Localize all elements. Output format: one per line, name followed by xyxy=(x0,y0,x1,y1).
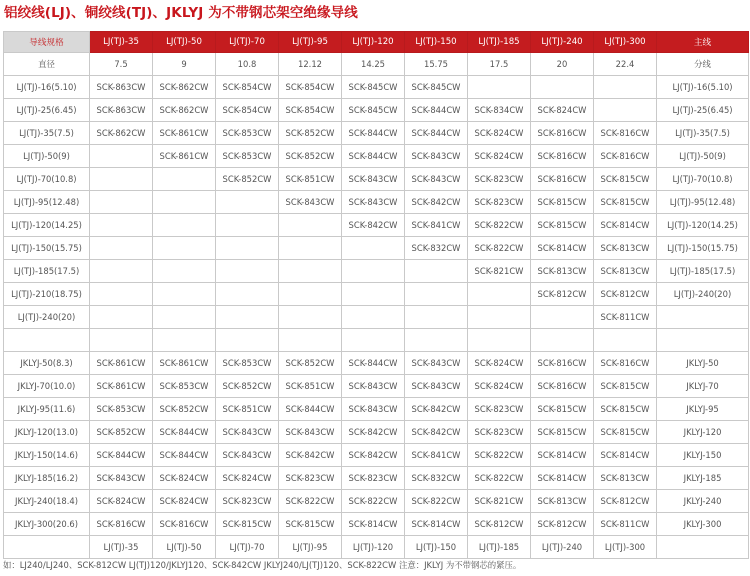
table-cell: SCK-854CW xyxy=(216,76,279,99)
table-cell: SCK-815CW xyxy=(594,398,657,421)
connector-selection-table xyxy=(3,31,749,559)
table-cell: SCK-816CW xyxy=(594,122,657,145)
table-cell: SCK-816CW xyxy=(531,375,594,398)
row-end-label-cell: LJ(TJ)-25(6.45) xyxy=(657,99,749,122)
table-cell: SCK-816CW xyxy=(153,513,216,536)
table-cell: SCK-843CW xyxy=(216,421,279,444)
table-cell: SCK-844CW xyxy=(279,398,342,421)
table-cell: SCK-824CW xyxy=(468,352,531,375)
table-cell: SCK-823CW xyxy=(342,467,405,490)
table-cell: SCK-813CW xyxy=(594,237,657,260)
table-cell xyxy=(279,260,342,283)
table-cell: SCK-841CW xyxy=(405,214,468,237)
table-cell xyxy=(216,283,279,306)
table-cell: SCK-844CW xyxy=(342,352,405,375)
header-cell: LJ(TJ)-300 xyxy=(594,32,657,53)
table-cell xyxy=(216,214,279,237)
row-end-label-cell: JKLYJ-50 xyxy=(657,352,749,375)
table-cell: SCK-822CW xyxy=(468,214,531,237)
table-cell: SCK-824CW xyxy=(468,145,531,168)
table-cell: 20 xyxy=(531,53,594,76)
table-cell: SCK-822CW xyxy=(468,444,531,467)
table-cell xyxy=(405,283,468,306)
table-cell: SCK-842CW xyxy=(405,191,468,214)
table-cell: SCK-816CW xyxy=(531,168,594,191)
table-cell: SCK-843CW xyxy=(342,375,405,398)
table-row xyxy=(4,53,749,76)
table-cell: SCK-812CW xyxy=(468,513,531,536)
table-cell xyxy=(342,329,405,352)
row-end-label-cell: LJ(TJ)-35(7.5) xyxy=(657,122,749,145)
table-cell: SCK-844CW xyxy=(342,122,405,145)
table-cell xyxy=(153,260,216,283)
table-row xyxy=(4,375,749,398)
table-cell xyxy=(342,283,405,306)
table-cell: SCK-815CW xyxy=(594,421,657,444)
table-cell xyxy=(153,168,216,191)
table-cell: SCK-843CW xyxy=(405,352,468,375)
table-cell: SCK-843CW xyxy=(216,444,279,467)
table-cell: SCK-816CW xyxy=(594,145,657,168)
header-cell: LJ(TJ)-50 xyxy=(153,32,216,53)
table-cell xyxy=(90,168,153,191)
table-row xyxy=(4,329,749,352)
table-cell: SCK-815CW xyxy=(216,513,279,536)
table-cell: SCK-815CW xyxy=(594,375,657,398)
table-cell: SCK-842CW xyxy=(405,398,468,421)
header-cell: LJ(TJ)-120 xyxy=(342,32,405,53)
table-cell: SCK-842CW xyxy=(279,444,342,467)
row-end-label-cell: JKLYJ-150 xyxy=(657,444,749,467)
table-row xyxy=(4,122,749,145)
table-cell: SCK-844CW xyxy=(405,122,468,145)
row-end-label-cell xyxy=(657,536,749,559)
row-label-cell: LJ(TJ)-25(6.45) xyxy=(4,99,90,122)
table-cell: SCK-852CW xyxy=(153,398,216,421)
table-cell xyxy=(216,237,279,260)
table-cell xyxy=(90,283,153,306)
table-cell: SCK-852CW xyxy=(279,122,342,145)
table-cell xyxy=(216,306,279,329)
table-cell xyxy=(279,214,342,237)
table-cell: SCK-844CW xyxy=(153,444,216,467)
row-end-label-cell: JKLYJ-70 xyxy=(657,375,749,398)
row-label-cell: JKLYJ-185(16.2) xyxy=(4,467,90,490)
row-label-cell: LJ(TJ)-240(20) xyxy=(4,306,90,329)
table-cell: SCK-823CW xyxy=(216,490,279,513)
table-cell: 22.4 xyxy=(594,53,657,76)
table-cell: SCK-854CW xyxy=(216,99,279,122)
table-cell xyxy=(153,283,216,306)
table-cell xyxy=(468,76,531,99)
table-cell: SCK-854CW xyxy=(279,76,342,99)
header-row xyxy=(4,32,749,53)
table-cell: SCK-853CW xyxy=(216,352,279,375)
table-cell xyxy=(90,306,153,329)
table-cell xyxy=(342,306,405,329)
table-cell: SCK-842CW xyxy=(342,421,405,444)
table-cell xyxy=(216,191,279,214)
table-cell: SCK-824CW xyxy=(216,467,279,490)
table-cell: SCK-822CW xyxy=(342,490,405,513)
table-cell: LJ(TJ)-35 xyxy=(90,536,153,559)
table-cell: SCK-852CW xyxy=(279,145,342,168)
table-cell: 15.75 xyxy=(405,53,468,76)
table-cell: SCK-815CW xyxy=(594,191,657,214)
table-cell: SCK-811CW xyxy=(594,513,657,536)
table-cell: SCK-815CW xyxy=(531,191,594,214)
table-cell xyxy=(216,329,279,352)
row-label-cell: LJ(TJ)-16(5.10) xyxy=(4,76,90,99)
table-cell: SCK-861CW xyxy=(153,352,216,375)
row-end-label-cell: LJ(TJ)-95(12.48) xyxy=(657,191,749,214)
table-cell: SCK-813CW xyxy=(594,467,657,490)
table-cell: SCK-832CW xyxy=(405,467,468,490)
table-cell xyxy=(594,76,657,99)
table-cell: SCK-853CW xyxy=(216,145,279,168)
table-cell: SCK-824CW xyxy=(153,490,216,513)
table-cell: SCK-862CW xyxy=(153,76,216,99)
table-cell xyxy=(90,191,153,214)
row-label-cell: 直径 xyxy=(4,53,90,76)
table-cell xyxy=(531,76,594,99)
table-cell xyxy=(342,260,405,283)
header-cell: LJ(TJ)-240 xyxy=(531,32,594,53)
table-cell: SCK-815CW xyxy=(279,513,342,536)
table-cell: SCK-834CW xyxy=(468,99,531,122)
table-cell: SCK-841CW xyxy=(405,444,468,467)
table-cell: SCK-861CW xyxy=(153,122,216,145)
table-row xyxy=(4,513,749,536)
table-cell: SCK-842CW xyxy=(405,421,468,444)
table-cell: SCK-844CW xyxy=(90,444,153,467)
row-end-label-cell: LJ(TJ)-16(5.10) xyxy=(657,76,749,99)
table-cell: SCK-815CW xyxy=(531,398,594,421)
row-end-label-cell xyxy=(657,329,749,352)
table-cell: SCK-816CW xyxy=(531,145,594,168)
table-cell xyxy=(531,306,594,329)
table-cell: SCK-843CW xyxy=(405,375,468,398)
table-cell: SCK-823CW xyxy=(468,398,531,421)
table-cell: SCK-844CW xyxy=(405,99,468,122)
table-cell xyxy=(216,260,279,283)
table-cell: 14.25 xyxy=(342,53,405,76)
table-row xyxy=(4,191,749,214)
table-cell: SCK-824CW xyxy=(531,99,594,122)
row-end-label-cell: JKLYJ-185 xyxy=(657,467,749,490)
table-cell: SCK-845CW xyxy=(342,76,405,99)
table-cell: SCK-812CW xyxy=(531,283,594,306)
table-cell: SCK-844CW xyxy=(342,145,405,168)
row-label-cell: LJ(TJ)-35(7.5) xyxy=(4,122,90,145)
table-cell: SCK-852CW xyxy=(216,375,279,398)
header-corner-cell: 导线规格 xyxy=(4,32,90,53)
table-cell: LJ(TJ)-150 xyxy=(405,536,468,559)
table-cell: SCK-824CW xyxy=(153,467,216,490)
table-cell: SCK-824CW xyxy=(90,490,153,513)
table-cell: SCK-852CW xyxy=(90,421,153,444)
table-cell: LJ(TJ)-70 xyxy=(216,536,279,559)
table-cell: LJ(TJ)-185 xyxy=(468,536,531,559)
table-cell: SCK-852CW xyxy=(279,352,342,375)
row-end-label-cell: JKLYJ-95 xyxy=(657,398,749,421)
table-row xyxy=(4,490,749,513)
row-label-cell: LJ(TJ)-120(14.25) xyxy=(4,214,90,237)
table-cell: SCK-832CW xyxy=(405,237,468,260)
table-row xyxy=(4,214,749,237)
table-row xyxy=(4,168,749,191)
table-cell: SCK-812CW xyxy=(594,490,657,513)
table-row xyxy=(4,421,749,444)
table-cell: SCK-813CW xyxy=(531,490,594,513)
table-cell xyxy=(468,283,531,306)
table-cell xyxy=(405,306,468,329)
table-cell xyxy=(90,145,153,168)
table-cell: SCK-815CW xyxy=(594,168,657,191)
table-cell: LJ(TJ)-95 xyxy=(279,536,342,559)
row-label-cell: LJ(TJ)-50(9) xyxy=(4,145,90,168)
page-title: 铝绞线(LJ)、铜绞线(TJ)、JKLYJ 为不带钢芯架空绝缘导线 xyxy=(4,5,358,21)
row-label-cell: JKLYJ-70(10.0) xyxy=(4,375,90,398)
table-cell xyxy=(90,214,153,237)
table-cell xyxy=(153,329,216,352)
table-cell: SCK-843CW xyxy=(90,467,153,490)
table-cell: SCK-843CW xyxy=(342,398,405,421)
table-cell xyxy=(279,237,342,260)
table-cell: SCK-843CW xyxy=(279,421,342,444)
row-end-label-cell: LJ(TJ)-120(14.25) xyxy=(657,214,749,237)
row-label-cell: JKLYJ-240(18.4) xyxy=(4,490,90,513)
table-cell: SCK-815CW xyxy=(531,214,594,237)
table-cell: SCK-822CW xyxy=(279,490,342,513)
table-cell: SCK-814CW xyxy=(405,513,468,536)
table-row xyxy=(4,260,749,283)
header-cell: 主线 xyxy=(657,32,749,53)
table-cell: SCK-816CW xyxy=(531,122,594,145)
table-cell xyxy=(279,329,342,352)
table-cell: SCK-814CW xyxy=(594,214,657,237)
table-row xyxy=(4,145,749,168)
table-cell: SCK-861CW xyxy=(90,352,153,375)
table-cell: SCK-814CW xyxy=(531,444,594,467)
table-cell: LJ(TJ)-120 xyxy=(342,536,405,559)
table-cell: SCK-822CW xyxy=(468,467,531,490)
row-label-cell: JKLYJ-95(11.6) xyxy=(4,398,90,421)
table-row xyxy=(4,306,749,329)
table-row xyxy=(4,283,749,306)
row-end-label-cell: 分线 xyxy=(657,53,749,76)
header-cell: LJ(TJ)-35 xyxy=(90,32,153,53)
table-cell: SCK-822CW xyxy=(468,237,531,260)
table-cell: SCK-816CW xyxy=(531,352,594,375)
row-label-cell: LJ(TJ)-210(18.75) xyxy=(4,283,90,306)
table-cell xyxy=(279,283,342,306)
table-cell: SCK-842CW xyxy=(342,214,405,237)
table-row xyxy=(4,76,749,99)
table-cell: SCK-861CW xyxy=(153,145,216,168)
table-cell: SCK-862CW xyxy=(153,99,216,122)
row-label-cell: LJ(TJ)-185(17.5) xyxy=(4,260,90,283)
table-cell xyxy=(153,191,216,214)
table-row xyxy=(4,99,749,122)
table-cell: SCK-823CW xyxy=(279,467,342,490)
table-cell xyxy=(468,306,531,329)
table-cell: SCK-821CW xyxy=(468,490,531,513)
table-cell: SCK-845CW xyxy=(405,76,468,99)
table-cell xyxy=(594,329,657,352)
row-end-label-cell: LJ(TJ)-150(15.75) xyxy=(657,237,749,260)
row-label-cell xyxy=(4,329,90,352)
row-label-cell xyxy=(4,536,90,559)
table-row xyxy=(4,237,749,260)
table-cell: SCK-812CW xyxy=(594,283,657,306)
row-end-label-cell: JKLYJ-240 xyxy=(657,490,749,513)
table-cell: SCK-844CW xyxy=(153,421,216,444)
table-cell xyxy=(531,329,594,352)
table-cell: SCK-854CW xyxy=(279,99,342,122)
table-cell: 9 xyxy=(153,53,216,76)
table-cell: SCK-816CW xyxy=(90,513,153,536)
row-label-cell: LJ(TJ)-95(12.48) xyxy=(4,191,90,214)
row-label-cell: JKLYJ-120(13.0) xyxy=(4,421,90,444)
row-label-cell: LJ(TJ)-150(15.75) xyxy=(4,237,90,260)
table-cell xyxy=(153,214,216,237)
table-cell: LJ(TJ)-240 xyxy=(531,536,594,559)
table-cell: SCK-823CW xyxy=(468,421,531,444)
table-cell: 7.5 xyxy=(90,53,153,76)
table-cell: LJ(TJ)-300 xyxy=(594,536,657,559)
table-cell: SCK-845CW xyxy=(342,99,405,122)
table-cell: SCK-852CW xyxy=(216,168,279,191)
table-cell xyxy=(405,329,468,352)
table-cell: SCK-823CW xyxy=(468,168,531,191)
table-cell: SCK-853CW xyxy=(90,398,153,421)
footnote: 如：LJ240/LJ240、SCK-812CW LJ(TJ)120/JKLYJ120、SCK-842CW JKLYJ240/LJ(TJ)120、SCK-822CW 注意：JKLYJ 为不带钢芯的紧压。 xyxy=(3,560,522,570)
table-cell xyxy=(153,306,216,329)
table-cell: SCK-843CW xyxy=(405,145,468,168)
table-row xyxy=(4,398,749,421)
row-label-cell: JKLYJ-150(14.6) xyxy=(4,444,90,467)
table-cell: 17.5 xyxy=(468,53,531,76)
table-cell xyxy=(594,99,657,122)
table-cell: SCK-851CW xyxy=(279,375,342,398)
table-cell xyxy=(279,306,342,329)
table-cell: SCK-843CW xyxy=(405,168,468,191)
table-cell: SCK-822CW xyxy=(405,490,468,513)
table-cell xyxy=(90,329,153,352)
table-cell: SCK-824CW xyxy=(468,122,531,145)
row-label-cell: JKLYJ-50(8.3) xyxy=(4,352,90,375)
table-cell: 12.12 xyxy=(279,53,342,76)
table-cell: SCK-821CW xyxy=(468,260,531,283)
row-end-label-cell xyxy=(657,306,749,329)
row-end-label-cell: JKLYJ-300 xyxy=(657,513,749,536)
header-cell: LJ(TJ)-70 xyxy=(216,32,279,53)
table-cell: LJ(TJ)-50 xyxy=(153,536,216,559)
row-end-label-cell: LJ(TJ)-50(9) xyxy=(657,145,749,168)
table-cell xyxy=(90,260,153,283)
table-cell xyxy=(90,237,153,260)
table-cell: SCK-853CW xyxy=(153,375,216,398)
table-cell: SCK-861CW xyxy=(90,375,153,398)
table-cell: SCK-816CW xyxy=(594,352,657,375)
header-cell: LJ(TJ)-150 xyxy=(405,32,468,53)
table-cell: SCK-813CW xyxy=(594,260,657,283)
table-cell: SCK-811CW xyxy=(594,306,657,329)
table-cell xyxy=(342,237,405,260)
table-row xyxy=(4,444,749,467)
table-row xyxy=(4,467,749,490)
table-cell: SCK-823CW xyxy=(468,191,531,214)
row-end-label-cell: LJ(TJ)-70(10.8) xyxy=(657,168,749,191)
row-end-label-cell: JKLYJ-120 xyxy=(657,421,749,444)
table-cell: SCK-814CW xyxy=(342,513,405,536)
row-end-label-cell: LJ(TJ)-185(17.5) xyxy=(657,260,749,283)
table-cell: SCK-813CW xyxy=(531,260,594,283)
table-cell xyxy=(153,237,216,260)
table-cell: SCK-824CW xyxy=(468,375,531,398)
table-row xyxy=(4,352,749,375)
table-cell: SCK-863CW xyxy=(90,76,153,99)
table-cell: SCK-814CW xyxy=(531,467,594,490)
table-cell: SCK-843CW xyxy=(342,191,405,214)
row-label-cell: LJ(TJ)-70(10.8) xyxy=(4,168,90,191)
table-cell: SCK-851CW xyxy=(279,168,342,191)
table-cell xyxy=(405,260,468,283)
header-cell: LJ(TJ)-185 xyxy=(468,32,531,53)
table-cell: 10.8 xyxy=(216,53,279,76)
table-cell: SCK-842CW xyxy=(342,444,405,467)
row-end-label-cell: LJ(TJ)-240(20) xyxy=(657,283,749,306)
table-cell xyxy=(468,329,531,352)
table-cell: SCK-862CW xyxy=(90,122,153,145)
table-cell: SCK-815CW xyxy=(531,421,594,444)
table-cell: SCK-812CW xyxy=(531,513,594,536)
table-row xyxy=(4,536,749,559)
header-cell: LJ(TJ)-95 xyxy=(279,32,342,53)
table-cell: SCK-863CW xyxy=(90,99,153,122)
table-cell: SCK-843CW xyxy=(342,168,405,191)
table-cell: SCK-851CW xyxy=(216,398,279,421)
row-label-cell: JKLYJ-300(20.6) xyxy=(4,513,90,536)
table-cell: SCK-814CW xyxy=(531,237,594,260)
table-cell: SCK-814CW xyxy=(594,444,657,467)
table-cell: SCK-853CW xyxy=(216,122,279,145)
table-cell: SCK-843CW xyxy=(279,191,342,214)
